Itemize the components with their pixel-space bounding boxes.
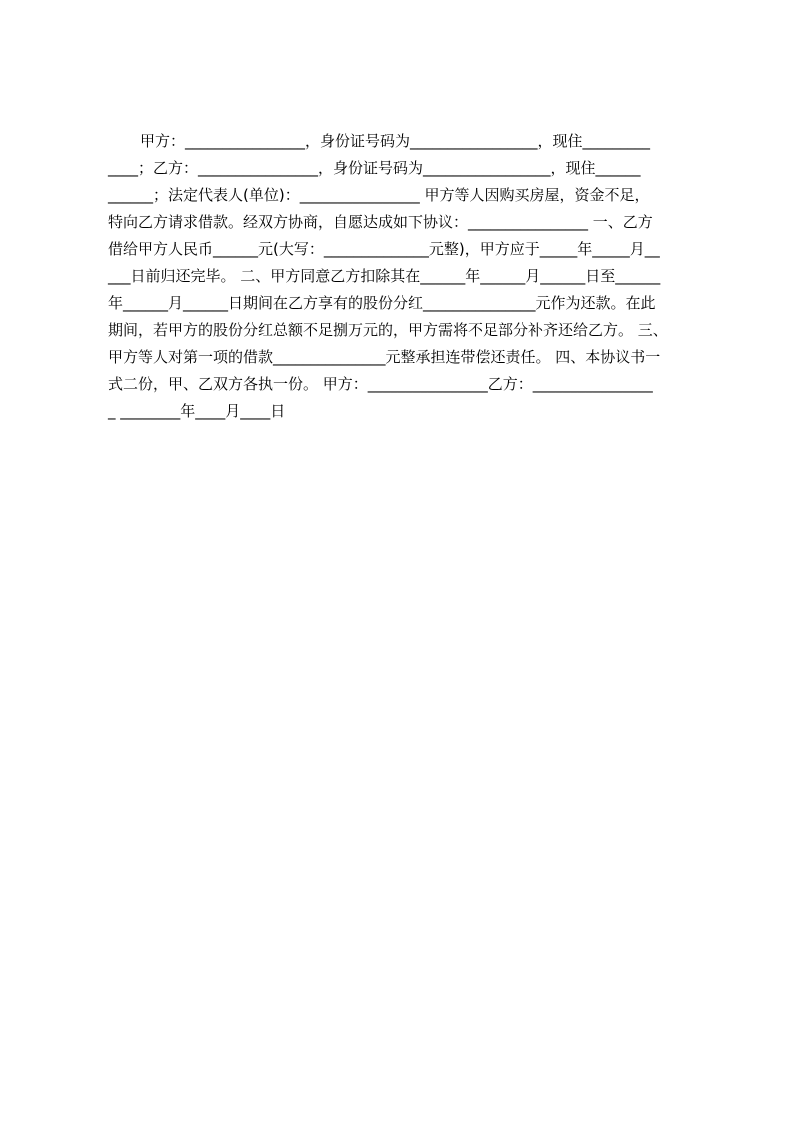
agreement-line-5: 借给甲方人民币______元(大写：______________元整)，甲方应于_____年_____月__ (108, 240, 660, 258)
agreement-line-11: _ ________年____月____日 (108, 402, 286, 420)
agreement-line-4: 特向乙方请求借款。经双方协商，自愿达成如下协议：________________ 一、乙方 (108, 213, 653, 231)
agreement-line-7: 年______月______日期间在乙方享有的股份分红_______________元作为还款。在此 (108, 294, 656, 312)
agreement-line-3: ______；法定代表人(单位)：________________ 甲方等人因购买房屋，资金不足， (108, 186, 650, 204)
agreement-line-2: ____；乙方：________________，身份证号码为_________________，现住______ (108, 159, 641, 177)
agreement-line-8: 期间，若甲方的股份分红总额不足捌万元的，甲方需将不足部分补齐还给乙方。 三、 (108, 321, 668, 339)
agreement-line-9: 甲方等人对第一项的借款_______________元整承担连带偿还责任。 四、本协议书一 (108, 348, 661, 366)
agreement-line-10: 式二份，甲、乙双方各执一份。 甲方：________________乙方：________________ (108, 375, 653, 393)
agreement-line-6: ___日前归还完毕。 二、甲方同意乙方扣除其在______年______月______日至______ (108, 267, 661, 285)
agreement-line-1: 甲方：________________，身份证号码为_________________，现住_________ (140, 132, 651, 150)
